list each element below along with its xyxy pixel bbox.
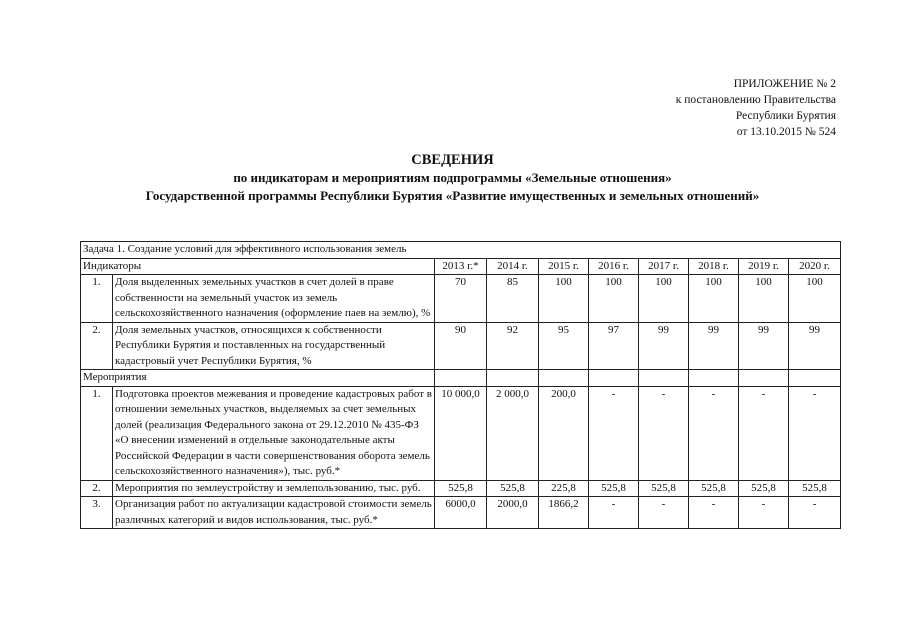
heading-line-2: Государственной программы Республики Бурятия «Развитие имущественных и земельных отношений» <box>145 188 760 203</box>
value-cell: - <box>589 497 639 529</box>
value-cell: 95 <box>539 322 589 370</box>
value-cell: 525,8 <box>689 480 739 497</box>
year-header: 2013 г.* <box>435 258 487 275</box>
year-header: 2019 г. <box>739 258 789 275</box>
row-description: Доля выделенных земельных участков в счет долей в праве собственности на земельный участок из земель сельскохозяйственного назначения (оформление паев на землю), % <box>113 275 435 323</box>
year-header: 2014 г. <box>487 258 539 275</box>
table-row <box>81 386 841 480</box>
value-cell: 525,8 <box>789 480 841 497</box>
document-title: СВЕДЕНИЯ <box>411 152 494 168</box>
empty-cell <box>435 370 487 387</box>
empty-cell <box>639 370 689 387</box>
value-cell: 99 <box>639 322 689 370</box>
value-cell: 6000,0 <box>435 497 487 529</box>
table-body <box>81 242 841 529</box>
value-cell: 100 <box>789 275 841 323</box>
value-cell: - <box>639 497 689 529</box>
table-row <box>81 497 841 529</box>
empty-cell <box>539 370 589 387</box>
value-cell: 100 <box>589 275 639 323</box>
value-cell: 100 <box>539 275 589 323</box>
value-cell: - <box>689 386 739 480</box>
value-cell: - <box>739 386 789 480</box>
value-cell: 97 <box>589 322 639 370</box>
value-cell: 99 <box>689 322 739 370</box>
value-cell: 525,8 <box>435 480 487 497</box>
year-header: 2018 г. <box>689 258 739 275</box>
value-cell: 99 <box>739 322 789 370</box>
value-cell: 2000,0 <box>487 497 539 529</box>
year-header: 2017 г. <box>639 258 689 275</box>
document-heading <box>0 151 905 205</box>
appendix-title: ПРИЛОЖЕНИЕ № 2 <box>733 78 836 90</box>
indicators-label: Индикаторы <box>81 258 435 275</box>
empty-cell <box>487 370 539 387</box>
value-cell: 2 000,0 <box>487 386 539 480</box>
task-cell: Задача 1. Создание условий для эффективного использования земель <box>81 242 841 259</box>
row-description: Подготовка проектов межевания и проведение кадастровых работ в отношении земельных участков, выделяемых за счет земельных долей (реализация Федерального закона от 29.12.2010 № 435-ФЗ «О внесении изменений в отдельные законодательные акты Российской Федерации в части совершенствования оборота земель сельскохозяйственного назначения»), тыс. руб.* <box>113 386 435 480</box>
year-header: 2015 г. <box>539 258 589 275</box>
empty-cell <box>589 370 639 387</box>
row-number: 3. <box>81 497 113 529</box>
empty-cell <box>689 370 739 387</box>
value-cell: 525,8 <box>589 480 639 497</box>
value-cell: 200,0 <box>539 386 589 480</box>
year-header: 2016 г. <box>589 258 639 275</box>
value-cell: - <box>689 497 739 529</box>
appendix-line-1: к постановлению Правительства <box>675 94 836 106</box>
row-number: 2. <box>81 322 113 370</box>
row-number: 2. <box>81 480 113 497</box>
indicators-table <box>80 241 841 529</box>
table-row <box>81 480 841 497</box>
value-cell: - <box>639 386 689 480</box>
empty-cell <box>739 370 789 387</box>
table-row <box>81 275 841 323</box>
value-cell: - <box>789 386 841 480</box>
appendix-line-3: от 13.10.2015 № 524 <box>736 126 836 138</box>
value-cell: 525,8 <box>487 480 539 497</box>
indicators-header-row <box>81 258 841 275</box>
value-cell: 99 <box>789 322 841 370</box>
table-row <box>81 322 841 370</box>
value-cell: - <box>789 497 841 529</box>
heading-line-1: по индикаторам и мероприятиям подпрограммы «Земельные отношения» <box>233 170 672 185</box>
empty-cell <box>789 370 841 387</box>
value-cell: 100 <box>739 275 789 323</box>
row-number: 1. <box>81 275 113 323</box>
value-cell: 525,8 <box>739 480 789 497</box>
value-cell: - <box>589 386 639 480</box>
value-cell: - <box>739 497 789 529</box>
value-cell: 1866,2 <box>539 497 589 529</box>
row-description: Мероприятия по землеустройству и землепользованию, тыс. руб. <box>113 480 435 497</box>
value-cell: 85 <box>487 275 539 323</box>
row-number: 1. <box>81 386 113 480</box>
value-cell: 92 <box>487 322 539 370</box>
value-cell: 10 000,0 <box>435 386 487 480</box>
measures-header-row <box>81 370 841 387</box>
value-cell: 100 <box>689 275 739 323</box>
row-description: Доля земельных участков, относящихся к собственности Республики Бурятия и поставленных на государственный кадастровый учет Республики Бурятия, % <box>113 322 435 370</box>
year-header: 2020 г. <box>789 258 841 275</box>
value-cell: 90 <box>435 322 487 370</box>
appendix-line-2: Республики Бурятия <box>735 110 836 122</box>
value-cell: 225,8 <box>539 480 589 497</box>
value-cell: 70 <box>435 275 487 323</box>
value-cell: 100 <box>639 275 689 323</box>
row-description: Организация работ по актуализации кадастровой стоимости земель различных категорий и видов использования, тыс. руб.* <box>113 497 435 529</box>
task-row <box>81 242 841 259</box>
appendix-block <box>676 76 836 140</box>
measures-label: Мероприятия <box>81 370 435 387</box>
value-cell: 525,8 <box>639 480 689 497</box>
